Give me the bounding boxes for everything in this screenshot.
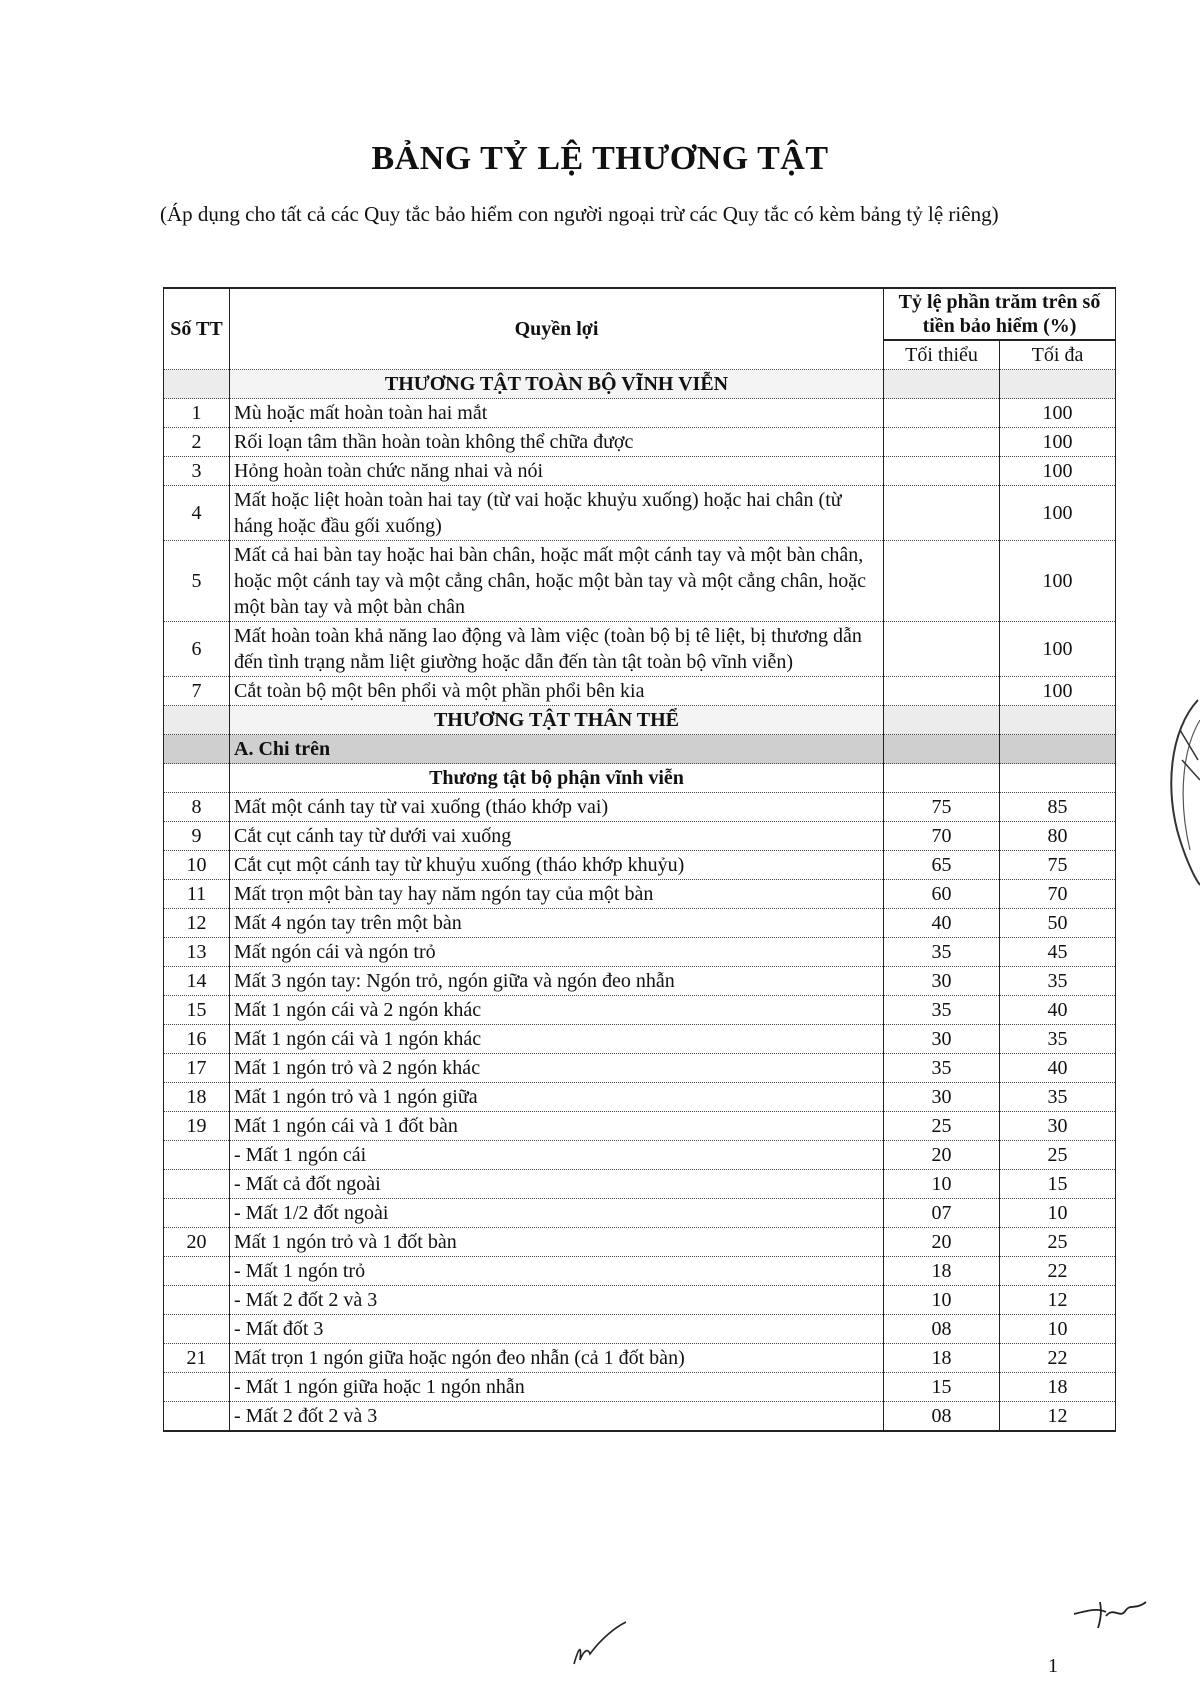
row-min: 35 xyxy=(884,996,1000,1025)
company-stamp-fragment xyxy=(1160,690,1200,890)
row-min: 15 xyxy=(884,1373,1000,1402)
row-min xyxy=(884,622,1000,677)
row-max: 100 xyxy=(1000,541,1116,622)
row-benefit: Mất ngón cái và ngón trỏ xyxy=(230,938,884,967)
row-max: 35 xyxy=(1000,1025,1116,1054)
row-number xyxy=(164,1373,230,1402)
row-number: 1 xyxy=(164,399,230,428)
row-benefit: Mất 4 ngón tay trên một bàn xyxy=(230,909,884,938)
row-max: 12 xyxy=(1000,1402,1116,1432)
table-row xyxy=(164,1373,1116,1402)
row-min: 20 xyxy=(884,1141,1000,1170)
table-row xyxy=(164,1402,1116,1432)
row-max: 10 xyxy=(1000,1199,1116,1228)
row-max: 45 xyxy=(1000,938,1116,967)
row-benefit: Mất 1 ngón cái và 1 ngón khác xyxy=(230,1025,884,1054)
table-row xyxy=(164,428,1116,457)
table-row xyxy=(164,677,1116,706)
row-max: 80 xyxy=(1000,822,1116,851)
table-row xyxy=(164,851,1116,880)
row-number: 8 xyxy=(164,793,230,822)
row-min xyxy=(884,677,1000,706)
table-row xyxy=(164,1315,1116,1344)
row-benefit: Mù hoặc mất hoàn toàn hai mắt xyxy=(230,399,884,428)
table-row xyxy=(164,880,1116,909)
row-min: 10 xyxy=(884,1170,1000,1199)
table-row xyxy=(164,938,1116,967)
row-max: 22 xyxy=(1000,1344,1116,1373)
row-max: 25 xyxy=(1000,1141,1116,1170)
row-max: 15 xyxy=(1000,1170,1116,1199)
table-row xyxy=(164,486,1116,541)
row-min: 30 xyxy=(884,1025,1000,1054)
table-row xyxy=(164,541,1116,622)
row-number xyxy=(164,1286,230,1315)
subsection-header xyxy=(164,764,1116,793)
row-benefit: - Mất 2 đốt 2 và 3 xyxy=(230,1402,884,1432)
table-row xyxy=(164,622,1116,677)
table-body xyxy=(164,370,1116,1432)
subsection-blank xyxy=(1000,764,1116,793)
row-number: 14 xyxy=(164,967,230,996)
group-header xyxy=(164,735,1116,764)
table-row xyxy=(164,1228,1116,1257)
section-blank xyxy=(884,370,1000,399)
section-blank xyxy=(164,370,230,399)
row-number: 9 xyxy=(164,822,230,851)
row-benefit: Mất 1 ngón trỏ và 2 ngón khác xyxy=(230,1054,884,1083)
group-blank xyxy=(884,735,1000,764)
section-header xyxy=(164,370,1116,399)
section-header xyxy=(164,706,1116,735)
section-blank xyxy=(884,706,1000,735)
table-row xyxy=(164,457,1116,486)
row-min: 20 xyxy=(884,1228,1000,1257)
row-benefit: Mất 1 ngón trỏ và 1 ngón giữa xyxy=(230,1083,884,1112)
row-number: 16 xyxy=(164,1025,230,1054)
row-number xyxy=(164,1141,230,1170)
row-min: 30 xyxy=(884,967,1000,996)
row-max: 30 xyxy=(1000,1112,1116,1141)
row-max: 25 xyxy=(1000,1228,1116,1257)
row-benefit: Mất 1 ngón cái và 1 đốt bàn xyxy=(230,1112,884,1141)
section-blank xyxy=(1000,370,1116,399)
row-min: 30 xyxy=(884,1083,1000,1112)
row-min: 08 xyxy=(884,1315,1000,1344)
table-row xyxy=(164,1170,1116,1199)
header-no: Số TT xyxy=(164,288,230,370)
row-number: 11 xyxy=(164,880,230,909)
row-max: 100 xyxy=(1000,399,1116,428)
table-row xyxy=(164,1083,1116,1112)
row-min: 18 xyxy=(884,1344,1000,1373)
header-benefit: Quyền lợi xyxy=(230,288,884,370)
row-benefit: Mất cả hai bàn tay hoặc hai bàn chân, hoặc mất một cánh tay và một bàn chân, hoặc một cánh tay và một cẳng chân, hoặc một bàn tay và một cẳng chân, hoặc một bàn tay và một bàn chân xyxy=(230,541,884,622)
header-max: Tối đa xyxy=(1000,340,1116,370)
table-row xyxy=(164,1141,1116,1170)
row-min: 25 xyxy=(884,1112,1000,1141)
row-min: 10 xyxy=(884,1286,1000,1315)
table-row xyxy=(164,1025,1116,1054)
table-row xyxy=(164,967,1116,996)
row-number: 15 xyxy=(164,996,230,1025)
row-number: 10 xyxy=(164,851,230,880)
row-benefit: Hỏng hoàn toàn chức năng nhai và nói xyxy=(230,457,884,486)
row-max: 100 xyxy=(1000,622,1116,677)
row-benefit: Cắt toàn bộ một bên phổi và một phần phổi bên kia xyxy=(230,677,884,706)
row-number: 13 xyxy=(164,938,230,967)
row-number: 5 xyxy=(164,541,230,622)
row-max: 100 xyxy=(1000,457,1116,486)
row-max: 10 xyxy=(1000,1315,1116,1344)
row-benefit: Cắt cụt cánh tay từ dưới vai xuống xyxy=(230,822,884,851)
row-number xyxy=(164,1170,230,1199)
header-min: Tối thiểu xyxy=(884,340,1000,370)
row-number: 6 xyxy=(164,622,230,677)
row-min xyxy=(884,457,1000,486)
row-min xyxy=(884,541,1000,622)
table-row xyxy=(164,1199,1116,1228)
section-blank xyxy=(1000,706,1116,735)
row-max: 22 xyxy=(1000,1257,1116,1286)
row-min: 70 xyxy=(884,822,1000,851)
row-min: 18 xyxy=(884,1257,1000,1286)
row-number xyxy=(164,1257,230,1286)
table-row xyxy=(164,1286,1116,1315)
row-number: 7 xyxy=(164,677,230,706)
table-row xyxy=(164,793,1116,822)
section-title: THƯƠNG TẬT THÂN THỂ xyxy=(230,706,884,735)
row-number: 3 xyxy=(164,457,230,486)
row-number: 2 xyxy=(164,428,230,457)
row-benefit: Mất 3 ngón tay: Ngón trỏ, ngón giữa và ngón đeo nhẫn xyxy=(230,967,884,996)
page-subtitle: (Áp dụng cho tất cả các Quy tắc bảo hiểm con người ngoại trừ các Quy tắc có kèm bảng tỷ lệ riêng) xyxy=(160,202,999,226)
row-number: 12 xyxy=(164,909,230,938)
initial-signature-bottom xyxy=(570,1620,630,1670)
section-title: THƯƠNG TẬT TOÀN BỘ VĨNH VIỄN xyxy=(230,370,884,399)
row-benefit: - Mất 1 ngón cái xyxy=(230,1141,884,1170)
table-row xyxy=(164,996,1116,1025)
table-row xyxy=(164,1344,1116,1373)
row-benefit: - Mất 1/2 đốt ngoài xyxy=(230,1199,884,1228)
row-max: 50 xyxy=(1000,909,1116,938)
row-max: 35 xyxy=(1000,967,1116,996)
row-benefit: Mất trọn 1 ngón giữa hoặc ngón đeo nhẫn (cả 1 đốt bàn) xyxy=(230,1344,884,1373)
row-min xyxy=(884,399,1000,428)
row-benefit: - Mất cả đốt ngoài xyxy=(230,1170,884,1199)
row-max: 85 xyxy=(1000,793,1116,822)
initial-signature-right xyxy=(1070,1592,1150,1632)
row-min: 60 xyxy=(884,880,1000,909)
row-min: 40 xyxy=(884,909,1000,938)
row-min xyxy=(884,428,1000,457)
row-benefit: - Mất đốt 3 xyxy=(230,1315,884,1344)
row-benefit: Mất 1 ngón cái và 2 ngón khác xyxy=(230,996,884,1025)
row-number: 18 xyxy=(164,1083,230,1112)
row-max: 100 xyxy=(1000,486,1116,541)
subsection-blank xyxy=(884,764,1000,793)
table-row xyxy=(164,1112,1116,1141)
row-number: 20 xyxy=(164,1228,230,1257)
row-benefit: - Mất 1 ngón trỏ xyxy=(230,1257,884,1286)
row-max: 75 xyxy=(1000,851,1116,880)
row-benefit: - Mất 1 ngón giữa hoặc 1 ngón nhẫn xyxy=(230,1373,884,1402)
row-min: 08 xyxy=(884,1402,1000,1432)
subsection-title: Thương tật bộ phận vĩnh viễn xyxy=(230,764,884,793)
row-number: 19 xyxy=(164,1112,230,1141)
table-row xyxy=(164,909,1116,938)
header-percent: Tỷ lệ phần trăm trên số tiền bảo hiểm (%) xyxy=(884,288,1116,340)
row-benefit: Mất một cánh tay từ vai xuống (tháo khớp vai) xyxy=(230,793,884,822)
row-benefit: Mất hoặc liệt hoàn toàn hai tay (từ vai hoặc khuỷu xuống) hoặc hai chân (từ háng hoặc đầu gối xuống) xyxy=(230,486,884,541)
group-blank xyxy=(164,735,230,764)
row-max: 100 xyxy=(1000,677,1116,706)
row-benefit: Mất trọn một bàn tay hay năm ngón tay của một bàn xyxy=(230,880,884,909)
injury-rate-table xyxy=(163,287,1116,1432)
row-number xyxy=(164,1199,230,1228)
row-number: 21 xyxy=(164,1344,230,1373)
table-row xyxy=(164,1257,1116,1286)
row-max: 100 xyxy=(1000,428,1116,457)
table-row xyxy=(164,1054,1116,1083)
row-max: 40 xyxy=(1000,996,1116,1025)
row-benefit: Cắt cụt một cánh tay từ khuỷu xuống (tháo khớp khuỷu) xyxy=(230,851,884,880)
row-max: 70 xyxy=(1000,880,1116,909)
row-min: 35 xyxy=(884,1054,1000,1083)
row-min: 07 xyxy=(884,1199,1000,1228)
row-number: 17 xyxy=(164,1054,230,1083)
table-header-row xyxy=(164,288,1116,340)
page-title: BẢNG TỶ LỆ THƯƠNG TẬT xyxy=(371,140,829,177)
page-number: 1 xyxy=(1048,1655,1058,1677)
row-benefit: - Mất 2 đốt 2 và 3 xyxy=(230,1286,884,1315)
row-benefit: Rối loạn tâm thần hoàn toàn không thể chữa được xyxy=(230,428,884,457)
table-row xyxy=(164,822,1116,851)
row-max: 18 xyxy=(1000,1373,1116,1402)
row-max: 40 xyxy=(1000,1054,1116,1083)
row-max: 12 xyxy=(1000,1286,1116,1315)
subsection-blank xyxy=(164,764,230,793)
row-max: 35 xyxy=(1000,1083,1116,1112)
row-number xyxy=(164,1315,230,1344)
table-row xyxy=(164,399,1116,428)
group-title: A. Chi trên xyxy=(230,735,884,764)
row-number: 4 xyxy=(164,486,230,541)
row-min: 75 xyxy=(884,793,1000,822)
group-blank xyxy=(1000,735,1116,764)
row-benefit: Mất 1 ngón trỏ và 1 đốt bàn xyxy=(230,1228,884,1257)
row-min: 35 xyxy=(884,938,1000,967)
row-min: 65 xyxy=(884,851,1000,880)
section-blank xyxy=(164,706,230,735)
row-number xyxy=(164,1402,230,1432)
row-benefit: Mất hoàn toàn khả năng lao động và làm việc (toàn bộ bị tê liệt, bị thương dẫn đến tình trạng nằm liệt giường hoặc dẫn đến tàn tật toàn bộ vĩnh viễn) xyxy=(230,622,884,677)
row-min xyxy=(884,486,1000,541)
